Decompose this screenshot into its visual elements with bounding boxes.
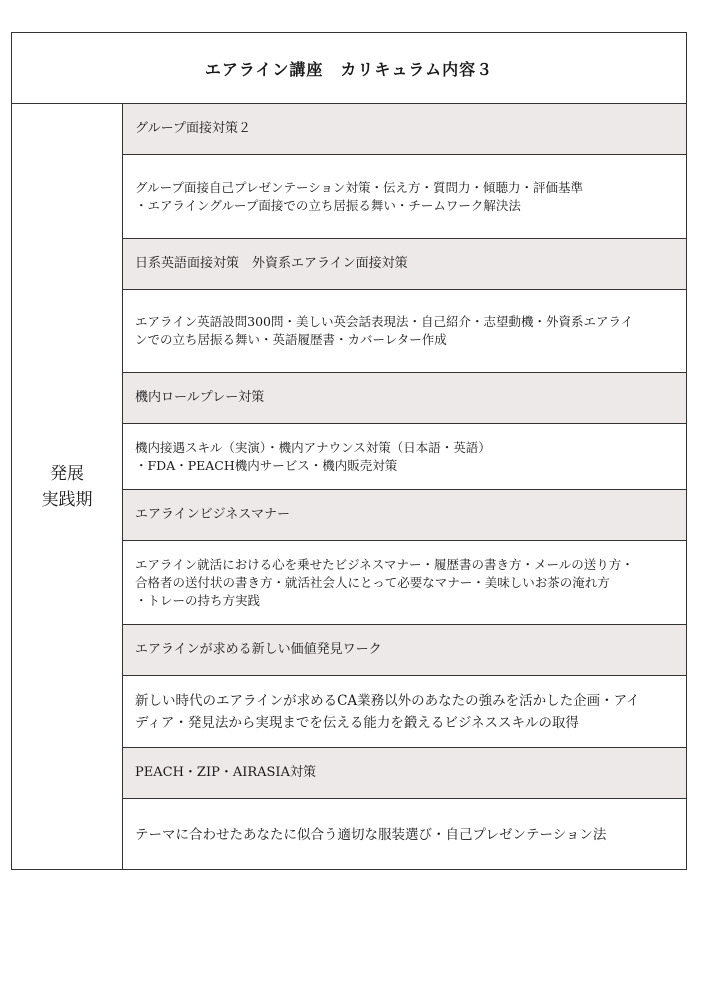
phase-label: [12, 104, 123, 870]
section-heading: 日系英語面接対策 外資系エアライン面接対策: [123, 239, 686, 290]
section-heading: 機内ロールプレー対策: [123, 373, 686, 424]
page-title: エアライン講座 カリキュラム内容３: [12, 33, 686, 104]
phase-label-line-1: 発展: [50, 464, 84, 484]
section-body: 機内接遇スキル（実演）・機内アナウンス対策（日本語・英語） ・FDA・PEACH機内サービス・機内販売対策: [123, 424, 686, 490]
curriculum-table: [11, 32, 687, 870]
phase-label-line-2: 実践期: [41, 490, 93, 510]
section-body: テーマに合わせたあなたに似合う適切な服装選び・自己プレゼンテーション法: [135, 826, 607, 843]
section-heading: エアラインが求める新しい価値発見ワーク: [123, 625, 686, 676]
section-heading: グループ面接対策２: [123, 104, 686, 155]
section-body: エアライン英語設問300問・美しい英会話表現法・自己紹介・志望動機・外資系エアライ ンでの立ち居振る舞い・英語履歴書・カバーレター作成: [123, 290, 686, 373]
section-heading: PEACH・ZIP・AIRASIA対策: [123, 748, 686, 799]
table-body: [12, 104, 686, 870]
section-body: エアライン就活における心を乗せたビジネスマナー・履歴書の書き方・メールの送り方・ 合格者の送付状の書き方・就活社会人にとって必要なマナー・美味しいお茶の淹れ方 ・トレーの持ち方実践: [123, 541, 686, 625]
section-body: グループ面接自己プレゼンテーション対策・伝え方・質問力・傾聴力・評価基準 ・エアライングループ面接での立ち居振る舞い・チームワーク解決法: [123, 155, 686, 239]
section-heading: エアラインビジネスマナー: [123, 490, 686, 541]
section-body: 新しい時代のエアラインが求めるCA業務以外のあなたの強みを活かした企画・アイ ディア・発見法から実現までを伝える能力を鍛えるビジネススキルの取得: [123, 676, 686, 748]
section-list: [123, 104, 686, 870]
